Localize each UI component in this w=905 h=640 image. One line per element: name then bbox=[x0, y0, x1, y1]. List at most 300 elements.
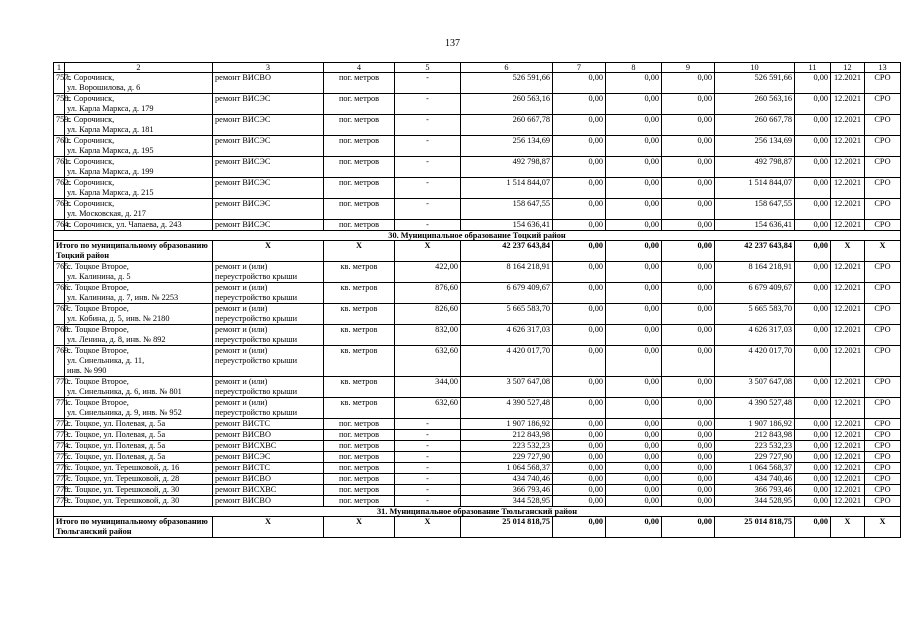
table-cell: кв. метров bbox=[324, 398, 395, 419]
table-cell: 12.2021 bbox=[831, 346, 865, 377]
total-cell: 0,00 bbox=[606, 517, 662, 538]
table-cell: - bbox=[395, 496, 461, 507]
total-cell: 0,00 bbox=[795, 517, 831, 538]
table-cell: 0,00 bbox=[662, 463, 715, 474]
column-header: 1 bbox=[54, 63, 65, 73]
table-cell: 0,00 bbox=[553, 199, 606, 220]
table-cell: 0,00 bbox=[795, 463, 831, 474]
table-cell: 0,00 bbox=[795, 419, 831, 430]
section-row bbox=[54, 231, 901, 241]
table-cell: 0,00 bbox=[606, 115, 662, 136]
table-cell: 434 740,46 bbox=[461, 474, 553, 485]
total-cell: Х bbox=[213, 241, 324, 262]
table-cell: - bbox=[395, 115, 461, 136]
total-cell: Х bbox=[324, 517, 395, 538]
table-cell: 229 727,90 bbox=[715, 452, 795, 463]
table-cell: ремонт и (или) переустройство крыши bbox=[213, 377, 324, 398]
table-cell: 223 532,23 bbox=[461, 441, 553, 452]
row-number: 757. bbox=[54, 73, 65, 94]
total-cell: Х bbox=[865, 517, 901, 538]
table-cell: с. Тоцкое, ул. Терешковой, д. 28 bbox=[65, 474, 213, 485]
total-cell: 0,00 bbox=[553, 241, 606, 262]
row-number: 770. bbox=[54, 377, 65, 398]
column-header: 12 bbox=[831, 63, 865, 73]
page-number: 137 bbox=[445, 38, 460, 49]
table-row bbox=[54, 441, 901, 452]
table-cell: СРО bbox=[865, 346, 901, 377]
table-cell: 0,00 bbox=[662, 485, 715, 496]
table-cell: 0,00 bbox=[662, 283, 715, 304]
table-cell: 0,00 bbox=[795, 73, 831, 94]
table-cell: СРО bbox=[865, 220, 901, 231]
table-cell: - bbox=[395, 430, 461, 441]
table-cell: 0,00 bbox=[553, 136, 606, 157]
table-cell: СРО bbox=[865, 115, 901, 136]
table-row bbox=[54, 220, 901, 231]
table-cell: 6 679 409,67 bbox=[461, 283, 553, 304]
total-cell: Х bbox=[395, 517, 461, 538]
table-cell: с. Тоцкое Второе, ул. Кобина, д. 5, инв. № 2180 bbox=[65, 304, 213, 325]
table-cell: - bbox=[395, 199, 461, 220]
table-cell: с. Тоцкое Второе, ул. Калинина, д. 5 bbox=[65, 262, 213, 283]
table-cell: 0,00 bbox=[606, 220, 662, 231]
table-row bbox=[54, 115, 901, 136]
table-cell: 0,00 bbox=[662, 398, 715, 419]
table-cell: пог. метров bbox=[324, 441, 395, 452]
table-cell: с. Тоцкое Второе, ул. Синельника, д. 9, инв. № 952 bbox=[65, 398, 213, 419]
table-cell: 12.2021 bbox=[831, 136, 865, 157]
table-cell: 0,00 bbox=[795, 115, 831, 136]
table-cell: 4 420 017,70 bbox=[715, 346, 795, 377]
table-cell: 154 636,41 bbox=[461, 220, 553, 231]
table-cell: 0,00 bbox=[795, 346, 831, 377]
table-body bbox=[54, 63, 901, 538]
table-row bbox=[54, 325, 901, 346]
table-cell: 12.2021 bbox=[831, 377, 865, 398]
table-cell: 256 134,69 bbox=[715, 136, 795, 157]
table-cell: 0,00 bbox=[795, 220, 831, 231]
table-cell: СРО bbox=[865, 325, 901, 346]
table-cell: 832,00 bbox=[395, 325, 461, 346]
table-cell: 0,00 bbox=[662, 199, 715, 220]
table-row bbox=[54, 157, 901, 178]
table-row bbox=[54, 94, 901, 115]
table-cell: 0,00 bbox=[606, 136, 662, 157]
table-cell: ремонт и (или) переустройство крыши bbox=[213, 325, 324, 346]
table-row bbox=[54, 452, 901, 463]
table-cell: 260 667,78 bbox=[715, 115, 795, 136]
table-cell: 8 164 218,91 bbox=[461, 262, 553, 283]
row-number: 767. bbox=[54, 304, 65, 325]
table-cell: с. Тоцкое Второе, ул. Синельника, д. 6, инв. № 801 bbox=[65, 377, 213, 398]
table-cell: 0,00 bbox=[795, 485, 831, 496]
table-cell: 1 514 844,07 bbox=[715, 178, 795, 199]
table-cell: 0,00 bbox=[795, 441, 831, 452]
table-cell: - bbox=[395, 220, 461, 231]
table-cell: 12.2021 bbox=[831, 485, 865, 496]
table-cell: пог. метров bbox=[324, 220, 395, 231]
section-row bbox=[54, 507, 901, 517]
table-cell: 0,00 bbox=[606, 157, 662, 178]
table-cell: 344 528,95 bbox=[715, 496, 795, 507]
table-cell: 0,00 bbox=[606, 441, 662, 452]
table-cell: 4 626 317,03 bbox=[461, 325, 553, 346]
table-cell: 158 647,55 bbox=[715, 199, 795, 220]
table-cell: 0,00 bbox=[606, 430, 662, 441]
table-cell: ремонт ВИСХВС bbox=[213, 441, 324, 452]
total-cell: 42 237 643,84 bbox=[715, 241, 795, 262]
table-cell: 492 798,87 bbox=[715, 157, 795, 178]
table-cell: 0,00 bbox=[606, 419, 662, 430]
table-cell: 212 843,98 bbox=[461, 430, 553, 441]
table-cell: кв. метров bbox=[324, 262, 395, 283]
table-cell: пог. метров bbox=[324, 419, 395, 430]
table-cell: 1 064 568,37 bbox=[461, 463, 553, 474]
table-cell: пог. метров bbox=[324, 496, 395, 507]
table-cell: пог. метров bbox=[324, 157, 395, 178]
table-cell: СРО bbox=[865, 283, 901, 304]
table-cell: 0,00 bbox=[662, 115, 715, 136]
total-cell: 0,00 bbox=[606, 241, 662, 262]
table-cell: 492 798,87 bbox=[461, 157, 553, 178]
table-cell: 0,00 bbox=[553, 485, 606, 496]
total-cell: 0,00 bbox=[662, 517, 715, 538]
table-cell: г. Сорочинск, ул. Карла Маркса, д. 179 bbox=[65, 94, 213, 115]
table-cell: 632,60 bbox=[395, 346, 461, 377]
table-cell: 1 907 186,92 bbox=[715, 419, 795, 430]
table-cell: 4 390 527,48 bbox=[461, 398, 553, 419]
table-cell: 0,00 bbox=[553, 346, 606, 377]
total-cell: Х bbox=[831, 517, 865, 538]
total-row bbox=[54, 517, 901, 538]
table-cell: 0,00 bbox=[606, 496, 662, 507]
table-cell: - bbox=[395, 485, 461, 496]
table-row bbox=[54, 463, 901, 474]
total-cell: 25 014 818,75 bbox=[715, 517, 795, 538]
row-number: 773. bbox=[54, 430, 65, 441]
table-cell: 0,00 bbox=[553, 325, 606, 346]
table-row bbox=[54, 136, 901, 157]
table-cell: 12.2021 bbox=[831, 115, 865, 136]
table-cell: 0,00 bbox=[662, 262, 715, 283]
table-cell: 260 563,16 bbox=[715, 94, 795, 115]
table-cell: 0,00 bbox=[795, 136, 831, 157]
table-cell: СРО bbox=[865, 157, 901, 178]
table-cell: 344,00 bbox=[395, 377, 461, 398]
row-number: 779. bbox=[54, 496, 65, 507]
table-cell: СРО bbox=[865, 485, 901, 496]
table-cell: 344 528,95 bbox=[461, 496, 553, 507]
table-cell: ремонт ВИСЭС bbox=[213, 94, 324, 115]
total-cell: Х bbox=[831, 241, 865, 262]
table-cell: СРО bbox=[865, 178, 901, 199]
column-header: 6 bbox=[461, 63, 553, 73]
table-cell: г. Сорочинск, ул. Карла Маркса, д. 195 bbox=[65, 136, 213, 157]
total-label: Итого по муниципальному образованию Тюльганский район bbox=[54, 517, 213, 538]
table-cell: 12.2021 bbox=[831, 398, 865, 419]
budget-table bbox=[53, 62, 901, 538]
row-number: 758. bbox=[54, 94, 65, 115]
row-number: 760. bbox=[54, 136, 65, 157]
table-cell: пог. метров bbox=[324, 94, 395, 115]
row-number: 765. bbox=[54, 262, 65, 283]
table-cell: - bbox=[395, 463, 461, 474]
table-cell: 12.2021 bbox=[831, 220, 865, 231]
table-cell: 0,00 bbox=[662, 419, 715, 430]
column-header: 8 bbox=[606, 63, 662, 73]
table-cell: ремонт ВИСТС bbox=[213, 419, 324, 430]
table-cell: - bbox=[395, 474, 461, 485]
table-cell: 12.2021 bbox=[831, 452, 865, 463]
table-cell: СРО bbox=[865, 94, 901, 115]
row-number: 769. bbox=[54, 346, 65, 377]
table-cell: 434 740,46 bbox=[715, 474, 795, 485]
table-cell: ремонт ВИСЭС bbox=[213, 136, 324, 157]
row-number: 762. bbox=[54, 178, 65, 199]
table-cell: 0,00 bbox=[662, 73, 715, 94]
table-cell: СРО bbox=[865, 73, 901, 94]
table-cell: 0,00 bbox=[662, 178, 715, 199]
table-cell: кв. метров bbox=[324, 325, 395, 346]
table-cell: 0,00 bbox=[795, 398, 831, 419]
table-cell: 4 420 017,70 bbox=[461, 346, 553, 377]
table-cell: 0,00 bbox=[795, 283, 831, 304]
total-cell: 0,00 bbox=[553, 517, 606, 538]
table-cell: кв. метров bbox=[324, 304, 395, 325]
table-cell: СРО bbox=[865, 377, 901, 398]
table-cell: 12.2021 bbox=[831, 304, 865, 325]
table-cell: ремонт и (или) переустройство крыши bbox=[213, 304, 324, 325]
total-cell: 42 237 643,84 bbox=[461, 241, 553, 262]
table-cell: с. Тоцкое, ул. Полевая, д. 5а bbox=[65, 452, 213, 463]
table-cell: пог. метров bbox=[324, 199, 395, 220]
table-cell: 0,00 bbox=[662, 430, 715, 441]
total-cell: 0,00 bbox=[795, 241, 831, 262]
table-cell: кв. метров bbox=[324, 346, 395, 377]
table-cell: 0,00 bbox=[553, 474, 606, 485]
table-cell: пог. метров bbox=[324, 178, 395, 199]
table-cell: 12.2021 bbox=[831, 283, 865, 304]
total-cell: 0,00 bbox=[662, 241, 715, 262]
row-number: 764. bbox=[54, 220, 65, 231]
table-cell: ремонт и (или) переустройство крыши bbox=[213, 346, 324, 377]
table-cell: ремонт ВИСЭС bbox=[213, 157, 324, 178]
row-number: 766. bbox=[54, 283, 65, 304]
table-cell: 0,00 bbox=[795, 304, 831, 325]
table-cell: 256 134,69 bbox=[461, 136, 553, 157]
table-cell: 0,00 bbox=[795, 474, 831, 485]
row-number: 777. bbox=[54, 474, 65, 485]
column-header: 10 bbox=[715, 63, 795, 73]
row-number: 759. bbox=[54, 115, 65, 136]
table-cell: 0,00 bbox=[606, 94, 662, 115]
table-cell: 260 563,16 bbox=[461, 94, 553, 115]
table-cell: кв. метров bbox=[324, 377, 395, 398]
table-cell: 12.2021 bbox=[831, 157, 865, 178]
table-cell: г. Сорочинск, ул. Московская, д. 217 bbox=[65, 199, 213, 220]
table-cell: 0,00 bbox=[662, 157, 715, 178]
table-row bbox=[54, 419, 901, 430]
table-cell: 12.2021 bbox=[831, 496, 865, 507]
table-cell: 0,00 bbox=[606, 452, 662, 463]
table-cell: 0,00 bbox=[795, 430, 831, 441]
total-cell: Х bbox=[395, 241, 461, 262]
table-cell: 0,00 bbox=[662, 94, 715, 115]
table-cell: 0,00 bbox=[553, 419, 606, 430]
table-cell: с. Тоцкое Второе, ул. Калинина, д. 7, инв. № 2253 bbox=[65, 283, 213, 304]
table-cell: СРО bbox=[865, 199, 901, 220]
table-cell: 0,00 bbox=[795, 262, 831, 283]
total-cell: Х bbox=[865, 241, 901, 262]
table-cell: 0,00 bbox=[662, 136, 715, 157]
table-cell: с. Тоцкое, ул. Полевая, д. 5а bbox=[65, 419, 213, 430]
table-cell: пог. метров bbox=[324, 73, 395, 94]
row-number: 775. bbox=[54, 452, 65, 463]
table-cell: - bbox=[395, 73, 461, 94]
table-cell: 3 507 647,08 bbox=[461, 377, 553, 398]
table-cell: 526 591,66 bbox=[461, 73, 553, 94]
table-cell: 12.2021 bbox=[831, 73, 865, 94]
table-cell: 632,60 bbox=[395, 398, 461, 419]
table-cell: 0,00 bbox=[606, 485, 662, 496]
table-cell: 12.2021 bbox=[831, 463, 865, 474]
row-number: 774. bbox=[54, 441, 65, 452]
table-cell: пог. метров bbox=[324, 463, 395, 474]
table-cell: 4 626 317,03 bbox=[715, 325, 795, 346]
table-row bbox=[54, 262, 901, 283]
total-cell: Х bbox=[213, 517, 324, 538]
table-cell: 0,00 bbox=[553, 262, 606, 283]
table-cell: 876,60 bbox=[395, 283, 461, 304]
table-cell: 0,00 bbox=[606, 346, 662, 377]
row-number: 778. bbox=[54, 485, 65, 496]
row-number: 771. bbox=[54, 398, 65, 419]
column-header: 4 bbox=[324, 63, 395, 73]
table-cell: 0,00 bbox=[606, 73, 662, 94]
table-cell: г. Сорочинск, ул. Карла Маркса, д. 199 bbox=[65, 157, 213, 178]
table-cell: ремонт ВИСХВС bbox=[213, 485, 324, 496]
table-cell: 0,00 bbox=[662, 304, 715, 325]
table-cell: 0,00 bbox=[606, 304, 662, 325]
table-cell: 0,00 bbox=[662, 220, 715, 231]
table-cell: СРО bbox=[865, 304, 901, 325]
total-row bbox=[54, 241, 901, 262]
table-cell: 0,00 bbox=[553, 452, 606, 463]
table-cell: 12.2021 bbox=[831, 325, 865, 346]
table-cell: 0,00 bbox=[553, 377, 606, 398]
table-cell: 0,00 bbox=[795, 325, 831, 346]
table-cell: 0,00 bbox=[662, 377, 715, 398]
table-cell: СРО bbox=[865, 474, 901, 485]
table-cell: 0,00 bbox=[553, 496, 606, 507]
table-cell: СРО bbox=[865, 430, 901, 441]
table-cell: пог. метров bbox=[324, 452, 395, 463]
table-cell: 0,00 bbox=[662, 474, 715, 485]
table-cell: 0,00 bbox=[553, 430, 606, 441]
table-cell: 1 064 568,37 bbox=[715, 463, 795, 474]
row-number: 776. bbox=[54, 463, 65, 474]
table-cell: 260 667,78 bbox=[461, 115, 553, 136]
table-cell: 1 907 186,92 bbox=[461, 419, 553, 430]
table-cell: СРО bbox=[865, 136, 901, 157]
table-cell: 154 636,41 bbox=[715, 220, 795, 231]
table-cell: СРО bbox=[865, 398, 901, 419]
table-row bbox=[54, 199, 901, 220]
table-cell: пог. метров bbox=[324, 136, 395, 157]
column-header: 13 bbox=[865, 63, 901, 73]
table-cell: с. Тоцкое, ул. Полевая, д. 5а bbox=[65, 430, 213, 441]
table-cell: ремонт ВИСВО bbox=[213, 73, 324, 94]
table-cell: 0,00 bbox=[553, 304, 606, 325]
table-cell: ремонт ВИСВО bbox=[213, 474, 324, 485]
table-cell: СРО bbox=[865, 496, 901, 507]
table-cell: 366 793,46 bbox=[715, 485, 795, 496]
table-row bbox=[54, 73, 901, 94]
table-cell: ремонт ВИСТС bbox=[213, 463, 324, 474]
table-cell: - bbox=[395, 419, 461, 430]
section-title: 30. Муниципальное образование Тоцкий район bbox=[54, 231, 901, 241]
table-cell: 8 164 218,91 bbox=[715, 262, 795, 283]
table-row bbox=[54, 474, 901, 485]
table-cell: 212 843,98 bbox=[715, 430, 795, 441]
table-cell: пог. метров bbox=[324, 474, 395, 485]
table-cell: ремонт и (или) переустройство крыши bbox=[213, 398, 324, 419]
column-header: 2 bbox=[65, 63, 213, 73]
table-cell: 12.2021 bbox=[831, 419, 865, 430]
table-row bbox=[54, 283, 901, 304]
table-cell: 0,00 bbox=[553, 178, 606, 199]
header-row bbox=[54, 63, 901, 73]
table-cell: г. Сорочинск, ул. Чапаева, д. 243 bbox=[65, 220, 213, 231]
table-row bbox=[54, 398, 901, 419]
table-cell: - bbox=[395, 94, 461, 115]
table-cell: 0,00 bbox=[662, 441, 715, 452]
table-cell: 0,00 bbox=[606, 178, 662, 199]
table-cell: 223 532,23 bbox=[715, 441, 795, 452]
table-cell: 0,00 bbox=[606, 474, 662, 485]
table-cell: СРО bbox=[865, 441, 901, 452]
table-cell: пог. метров bbox=[324, 115, 395, 136]
table-cell: - bbox=[395, 157, 461, 178]
table-cell: 12.2021 bbox=[831, 441, 865, 452]
table-cell: 4 390 527,48 bbox=[715, 398, 795, 419]
table-cell: с. Тоцкое, ул. Терешковой, д. 30 bbox=[65, 485, 213, 496]
table-cell: 0,00 bbox=[553, 463, 606, 474]
row-number: 761. bbox=[54, 157, 65, 178]
table-cell: ремонт ВИСЭС bbox=[213, 452, 324, 463]
table-cell: СРО bbox=[865, 452, 901, 463]
table-cell: ремонт ВИСЭС bbox=[213, 220, 324, 231]
table-cell: 6 679 409,67 bbox=[715, 283, 795, 304]
table-cell: г. Сорочинск, ул. Карла Маркса, д. 181 bbox=[65, 115, 213, 136]
table-cell: 0,00 bbox=[662, 325, 715, 346]
table-cell: СРО bbox=[865, 463, 901, 474]
table-cell: 0,00 bbox=[553, 441, 606, 452]
table-cell: - bbox=[395, 136, 461, 157]
table-cell: 0,00 bbox=[662, 496, 715, 507]
table-cell: 0,00 bbox=[606, 325, 662, 346]
table-cell: СРО bbox=[865, 419, 901, 430]
table-cell: с. Тоцкое, ул. Терешковой, д. 16 bbox=[65, 463, 213, 474]
row-number: 763. bbox=[54, 199, 65, 220]
table-cell: ремонт ВИСЭС bbox=[213, 115, 324, 136]
column-header: 11 bbox=[795, 63, 831, 73]
table-cell: 158 647,55 bbox=[461, 199, 553, 220]
table-cell: 0,00 bbox=[553, 157, 606, 178]
table-cell: с. Тоцкое Второе, ул. Синельника, д. 11, инв. № 990 bbox=[65, 346, 213, 377]
table-cell: ремонт ВИСЭС bbox=[213, 199, 324, 220]
table-row bbox=[54, 485, 901, 496]
